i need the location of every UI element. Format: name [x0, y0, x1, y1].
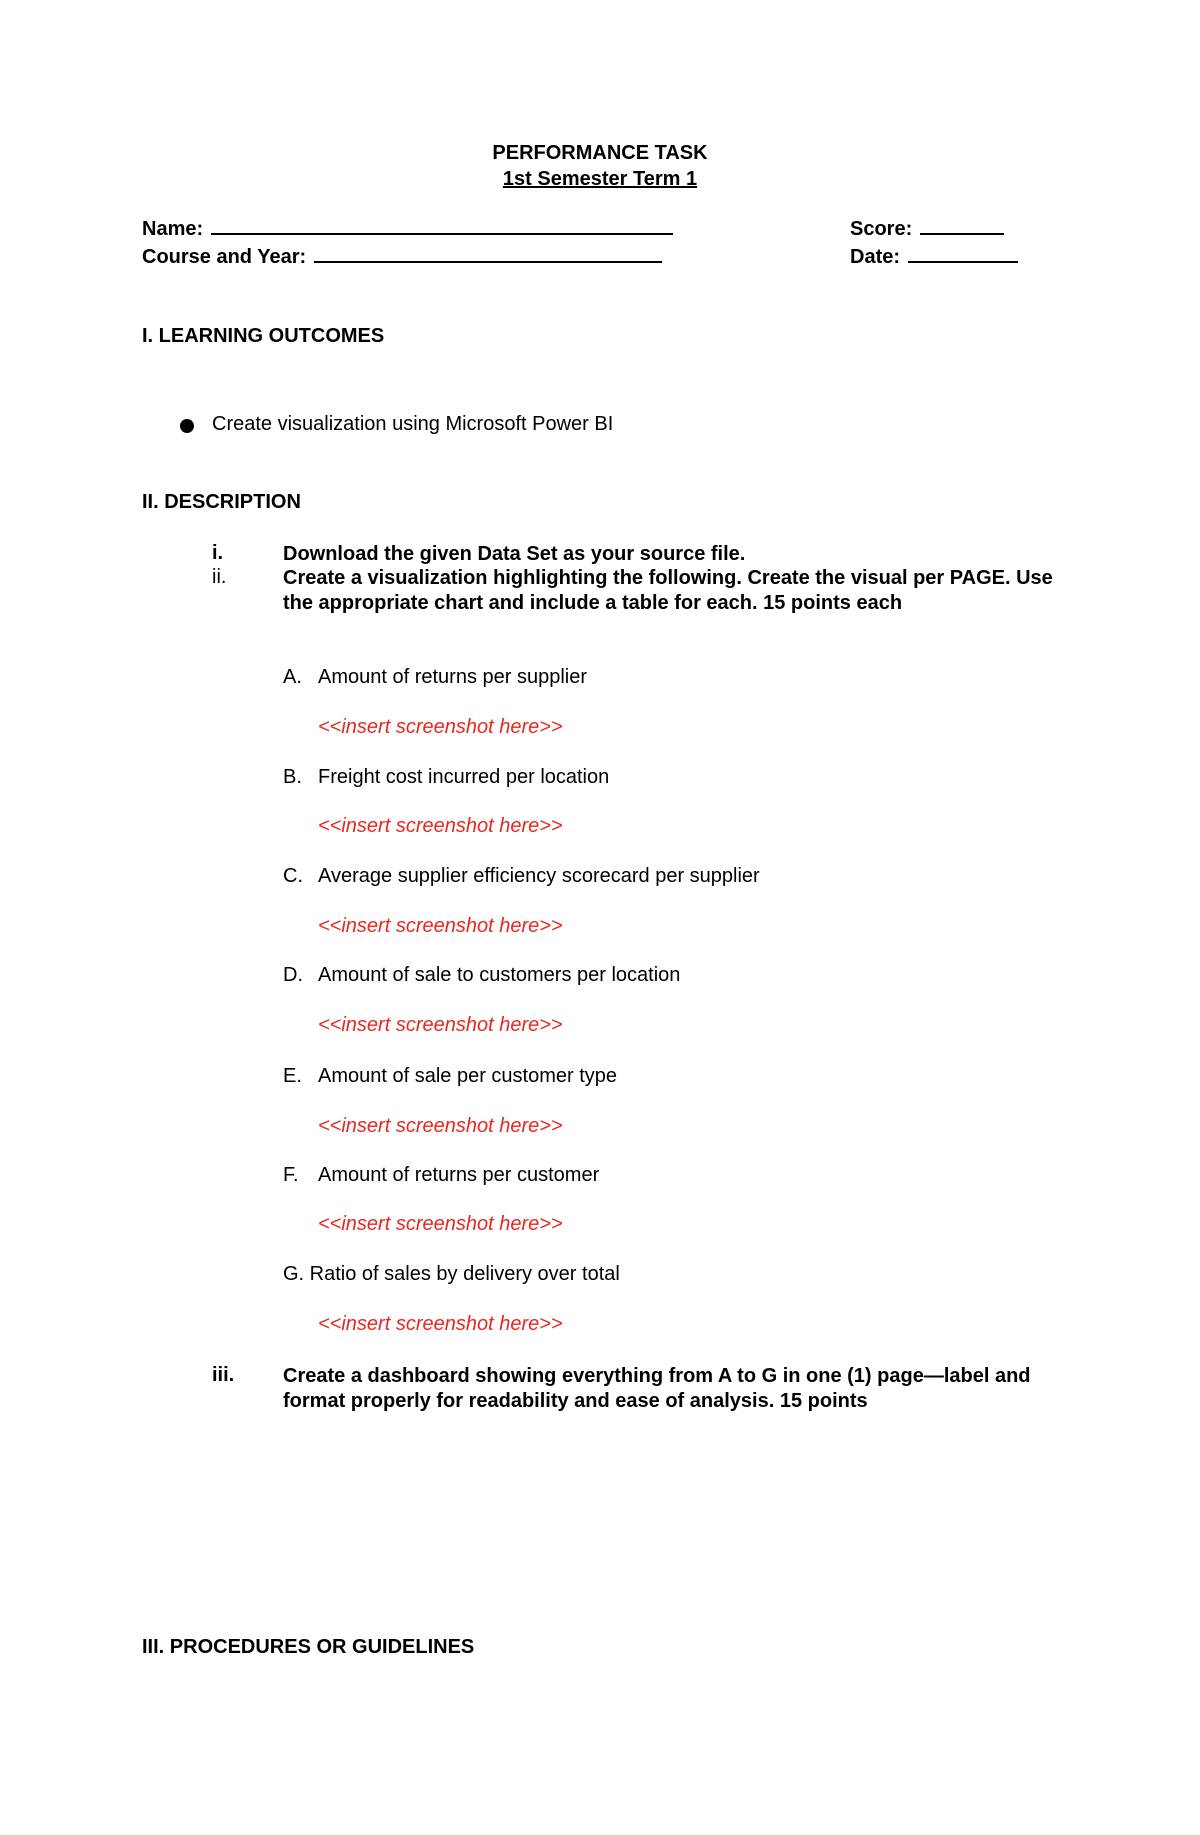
date-field	[850, 246, 1018, 269]
step-numeral: i.	[212, 542, 224, 564]
item-text: Freight cost incurred per location	[318, 766, 610, 788]
course-blank[interactable]	[314, 247, 662, 263]
name-label: Name:	[142, 218, 204, 240]
screenshot-placeholder: <<insert screenshot here>>	[318, 915, 563, 937]
screenshot-placeholder: <<insert screenshot here>>	[318, 1014, 563, 1036]
name-blank[interactable]	[211, 219, 673, 235]
item-letter: A.	[283, 666, 302, 688]
procedures-heading: III. PROCEDURES OR GUIDELINES	[142, 1636, 475, 1658]
item-text: G. Ratio of sales by delivery over total	[283, 1263, 620, 1285]
step-numeral: ii.	[212, 566, 227, 588]
subtitle-text: 1st Semester Term 1	[502, 168, 698, 190]
item-letter: C.	[283, 865, 303, 887]
date-label: Date:	[850, 246, 901, 268]
score-label: Score:	[850, 218, 913, 240]
course-field	[142, 246, 662, 269]
item-letter: B.	[283, 766, 302, 788]
screenshot-placeholder: <<insert screenshot here>>	[318, 716, 563, 738]
learning-outcomes-heading: I. LEARNING OUTCOMES	[142, 325, 385, 347]
step-numeral: iii.	[212, 1364, 235, 1386]
bullet-icon	[180, 419, 194, 433]
page-subtitle	[0, 168, 1200, 191]
name-field	[142, 218, 673, 241]
item-letter: D.	[283, 964, 303, 986]
item-letter: F.	[283, 1164, 299, 1186]
score-field	[850, 218, 1004, 241]
score-blank[interactable]	[920, 219, 1004, 235]
item-text: Average supplier efficiency scorecard per supplier	[318, 865, 760, 887]
item-text: Amount of sale per customer type	[318, 1065, 618, 1087]
screenshot-placeholder: <<insert screenshot here>>	[318, 1213, 563, 1235]
date-blank[interactable]	[908, 247, 1018, 263]
learning-outcome-item: Create visualization using Microsoft Power BI	[212, 413, 614, 435]
course-label: Course and Year:	[142, 246, 307, 268]
screenshot-placeholder: <<insert screenshot here>>	[318, 1115, 563, 1137]
item-text: Amount of returns per supplier	[318, 666, 588, 688]
screenshot-placeholder: <<insert screenshot here>>	[318, 815, 563, 837]
item-text: Amount of returns per customer	[318, 1164, 600, 1186]
item-letter: E.	[283, 1065, 302, 1087]
item-text: Amount of sale to customers per location	[318, 964, 681, 986]
description-heading: II. DESCRIPTION	[142, 491, 301, 513]
step-text: Create a visualization highlighting the following. Create the visual per PAGE. Use the appropriate chart and include a table for each. 15 points each	[283, 567, 1053, 614]
step-text: Download the given Data Set as your source file.	[283, 543, 746, 565]
step-text: Create a dashboard showing everything from A to G in one (1) page—label and format properly for readability and ease of analysis. 15 points	[283, 1365, 1031, 1412]
page-title: PERFORMANCE TASK	[492, 142, 708, 164]
screenshot-placeholder: <<insert screenshot here>>	[318, 1313, 563, 1335]
